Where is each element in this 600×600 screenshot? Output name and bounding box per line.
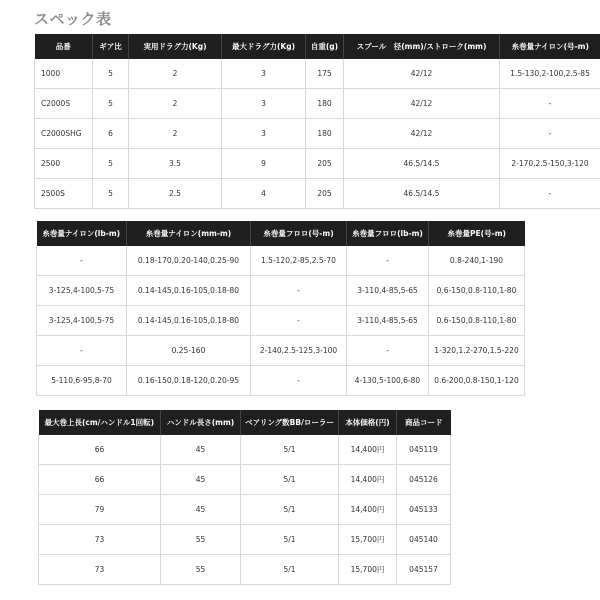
table-cell: 42/12: [344, 119, 500, 149]
table-cell: -: [37, 246, 127, 276]
table-row: [35, 59, 600, 89]
column-header-max-drag: 最大ドラグ力(Kg): [222, 34, 306, 59]
table-cell: 2.5: [129, 179, 222, 209]
spec-table-3: [38, 410, 451, 585]
table-row: [37, 306, 525, 336]
spec-table-2: [36, 221, 525, 396]
table-cell: 5: [93, 59, 129, 89]
table-cell: 14,400円: [339, 495, 397, 525]
table-cell: 3.5: [129, 149, 222, 179]
table-cell: 0.16-150,0.18-120,0.20-95: [127, 366, 251, 396]
table-cell: 045133: [397, 495, 451, 525]
table-cell: 5/1: [241, 465, 339, 495]
table-cell: 0.14-145,0.16-105,0.18-80: [127, 306, 251, 336]
table-cell: -: [500, 119, 600, 149]
table-cell: 46.5/14.5: [344, 179, 500, 209]
table-cell: 2-170,2.5-150,3-120: [500, 149, 600, 179]
table-cell: 15,700円: [339, 525, 397, 555]
column-header-pe-go: 糸巻量PE(号-m): [429, 221, 525, 246]
table-cell: 3-110,4-85,5-65: [347, 306, 429, 336]
table-header-row: [39, 410, 451, 435]
table-cell: 0.8-240,1-190: [429, 246, 525, 276]
table-cell: 2500: [35, 149, 93, 179]
table-cell: 46.5/14.5: [344, 149, 500, 179]
table-cell: 045119: [397, 435, 451, 465]
table-cell: 42/12: [344, 89, 500, 119]
page-title: スペック表: [34, 10, 112, 28]
table-row: [39, 435, 451, 465]
table-cell: 0.6-200,0.8-150,1-120: [429, 366, 525, 396]
table-cell: 66: [39, 435, 161, 465]
column-header-nylon-go: 糸巻量ナイロン(号-m): [500, 34, 600, 59]
table-cell: 1000: [35, 59, 93, 89]
table-row: [35, 149, 600, 179]
table-cell: 42/12: [344, 59, 500, 89]
table-cell: 66: [39, 465, 161, 495]
table-header-row: [35, 34, 600, 59]
table-cell: 0.25-160: [127, 336, 251, 366]
column-header-fluoro-go: 糸巻量フロロ(号-m): [251, 221, 347, 246]
table-cell: 045157: [397, 555, 451, 585]
column-header-product-code: 商品コード: [397, 410, 451, 435]
table-row: [37, 246, 525, 276]
column-header-practical-drag: 実用ドラグ力(Kg): [129, 34, 222, 59]
table-cell: 73: [39, 525, 161, 555]
table-cell: 0.14-145,0.16-105,0.18-80: [127, 276, 251, 306]
table-cell: 0.6-150,0.8-110,1-80: [429, 306, 525, 336]
table-cell: 1-320,1.2-270,1.5-220: [429, 336, 525, 366]
spec-table-1: [34, 34, 600, 209]
table-cell: 5: [93, 149, 129, 179]
table-cell: -: [500, 89, 600, 119]
table-cell: 5/1: [241, 495, 339, 525]
table-cell: -: [500, 179, 600, 209]
table-cell: 2500S: [35, 179, 93, 209]
table-cell: 045126: [397, 465, 451, 495]
table-cell: 4: [222, 179, 306, 209]
table-cell: 1.5-130,2-100,2.5-85: [500, 59, 600, 89]
table-cell: -: [347, 336, 429, 366]
table-cell: 45: [161, 465, 241, 495]
table-cell: 3: [222, 119, 306, 149]
table-cell: -: [251, 306, 347, 336]
table-cell: 5: [93, 179, 129, 209]
table-cell: 205: [306, 149, 344, 179]
table-cell: 3-110,4-85,5-65: [347, 276, 429, 306]
table-row: [35, 179, 600, 209]
table-cell: 2: [129, 59, 222, 89]
table-cell: 9: [222, 149, 306, 179]
table-cell: 4-130,5-100,6-80: [347, 366, 429, 396]
table-row: [37, 336, 525, 366]
column-header-bearings: ベアリング数BB/ローラー: [241, 410, 339, 435]
table-cell: 2: [129, 119, 222, 149]
table-row: [39, 465, 451, 495]
table-cell: -: [347, 246, 429, 276]
table-cell: 55: [161, 555, 241, 585]
column-header-max-retrieve: 最大巻上長(cm/ハンドル1回転): [39, 410, 161, 435]
table-row: [35, 119, 600, 149]
column-header-fluoro-lb: 糸巻量フロロ(lb-m): [347, 221, 429, 246]
table-cell: 2-140,2.5-125,3-100: [251, 336, 347, 366]
column-header-price: 本体価格(円): [339, 410, 397, 435]
table-row: [39, 525, 451, 555]
table-cell: 55: [161, 525, 241, 555]
table-cell: 45: [161, 495, 241, 525]
table-cell: 5: [93, 89, 129, 119]
table-cell: 14,400円: [339, 465, 397, 495]
table-cell: 175: [306, 59, 344, 89]
column-header-nylon-lb: 糸巻量ナイロン(lb-m): [37, 221, 127, 246]
table-cell: 14,400円: [339, 435, 397, 465]
column-header-spool: スプール 径(mm)/ストローク(mm): [344, 34, 500, 59]
table-cell: 205: [306, 179, 344, 209]
table-cell: 1.5-120,2-85,2.5-70: [251, 246, 347, 276]
column-header-model: 品番: [35, 34, 93, 59]
table-cell: -: [251, 366, 347, 396]
table-cell: 0.6-150,0.8-110,1-80: [429, 276, 525, 306]
column-header-nylon-mm: 糸巻量ナイロン(mm-m): [127, 221, 251, 246]
table-cell: 5-110,6-95,8-70: [37, 366, 127, 396]
table-cell: -: [37, 336, 127, 366]
table-row: [37, 366, 525, 396]
table-cell: 5/1: [241, 435, 339, 465]
table-row: [39, 555, 451, 585]
table-cell: 3-125,4-100,5-75: [37, 306, 127, 336]
table-cell: 6: [93, 119, 129, 149]
table-cell: 45: [161, 435, 241, 465]
column-header-gear-ratio: ギア比: [93, 34, 129, 59]
table-row: [35, 89, 600, 119]
table-row: [37, 276, 525, 306]
table-cell: -: [251, 276, 347, 306]
table-header-row: [37, 221, 525, 246]
table-cell: 73: [39, 555, 161, 585]
table-cell: 0.18-170,0.20-140,0.25-90: [127, 246, 251, 276]
table-cell: 5/1: [241, 555, 339, 585]
table-cell: 180: [306, 89, 344, 119]
table-row: [39, 495, 451, 525]
column-header-handle-length: ハンドル長さ(mm): [161, 410, 241, 435]
column-header-weight: 自重(g): [306, 34, 344, 59]
table-cell: 3: [222, 59, 306, 89]
table-cell: 79: [39, 495, 161, 525]
table-cell: 2: [129, 89, 222, 119]
table-cell: 180: [306, 119, 344, 149]
table-cell: 15,700円: [339, 555, 397, 585]
table-cell: C2000SHG: [35, 119, 93, 149]
table-cell: 3-125,4-100,5-75: [37, 276, 127, 306]
table-cell: 045140: [397, 525, 451, 555]
table-cell: C2000S: [35, 89, 93, 119]
table-cell: 5/1: [241, 525, 339, 555]
table-cell: 3: [222, 89, 306, 119]
